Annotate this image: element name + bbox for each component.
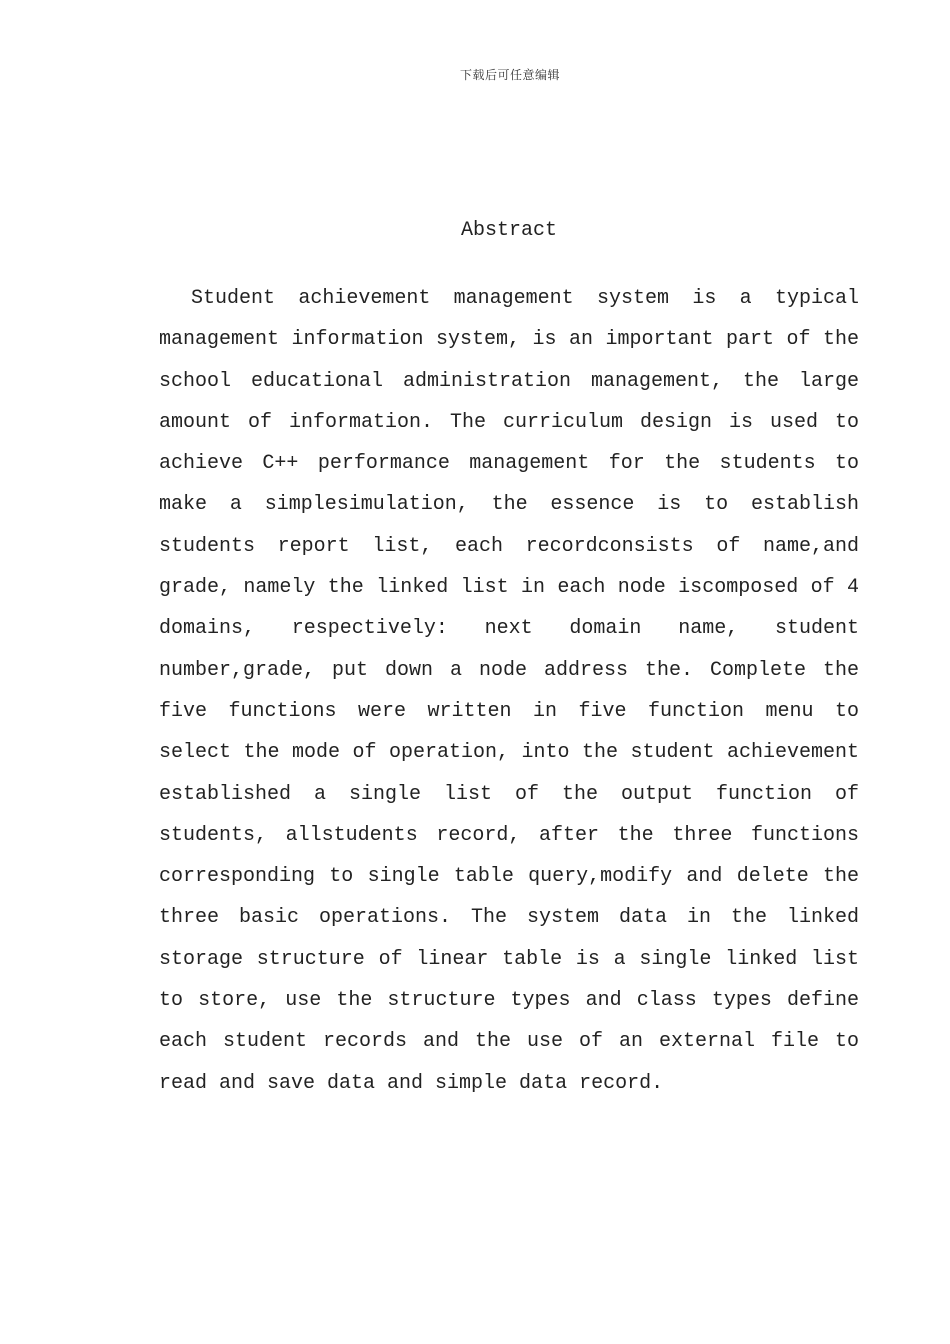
- abstract-paragraph: Student achievement management system is a typical management information system, is an important part of the school educational administration management, the large amount of information. The curriculum design is used to achieve C++ performance management for the students to make a simplesimulation, the essence is to establish students report list, each recordconsists of name,and grade, namely the linked list in each node iscomposed of 4 domains, respectively: next domain name, student number,grade, put down a node address the. Complete the five functions were written in five function menu to select the mode of operation, into the student achievement established a single list of the output function of students, allstudents record, after the three functions corresponding to single table query,modify and delete the three basic operations. The system data in the linked storage structure of linear table is a single linked list to store, use the structure types and class types define each student records and the use of an external file to read and save data and simple data record.: [159, 287, 859, 1095]
- page-title: Abstract: [460, 219, 557, 242]
- header-note: 下载后可任意编辑: [459, 68, 560, 82]
